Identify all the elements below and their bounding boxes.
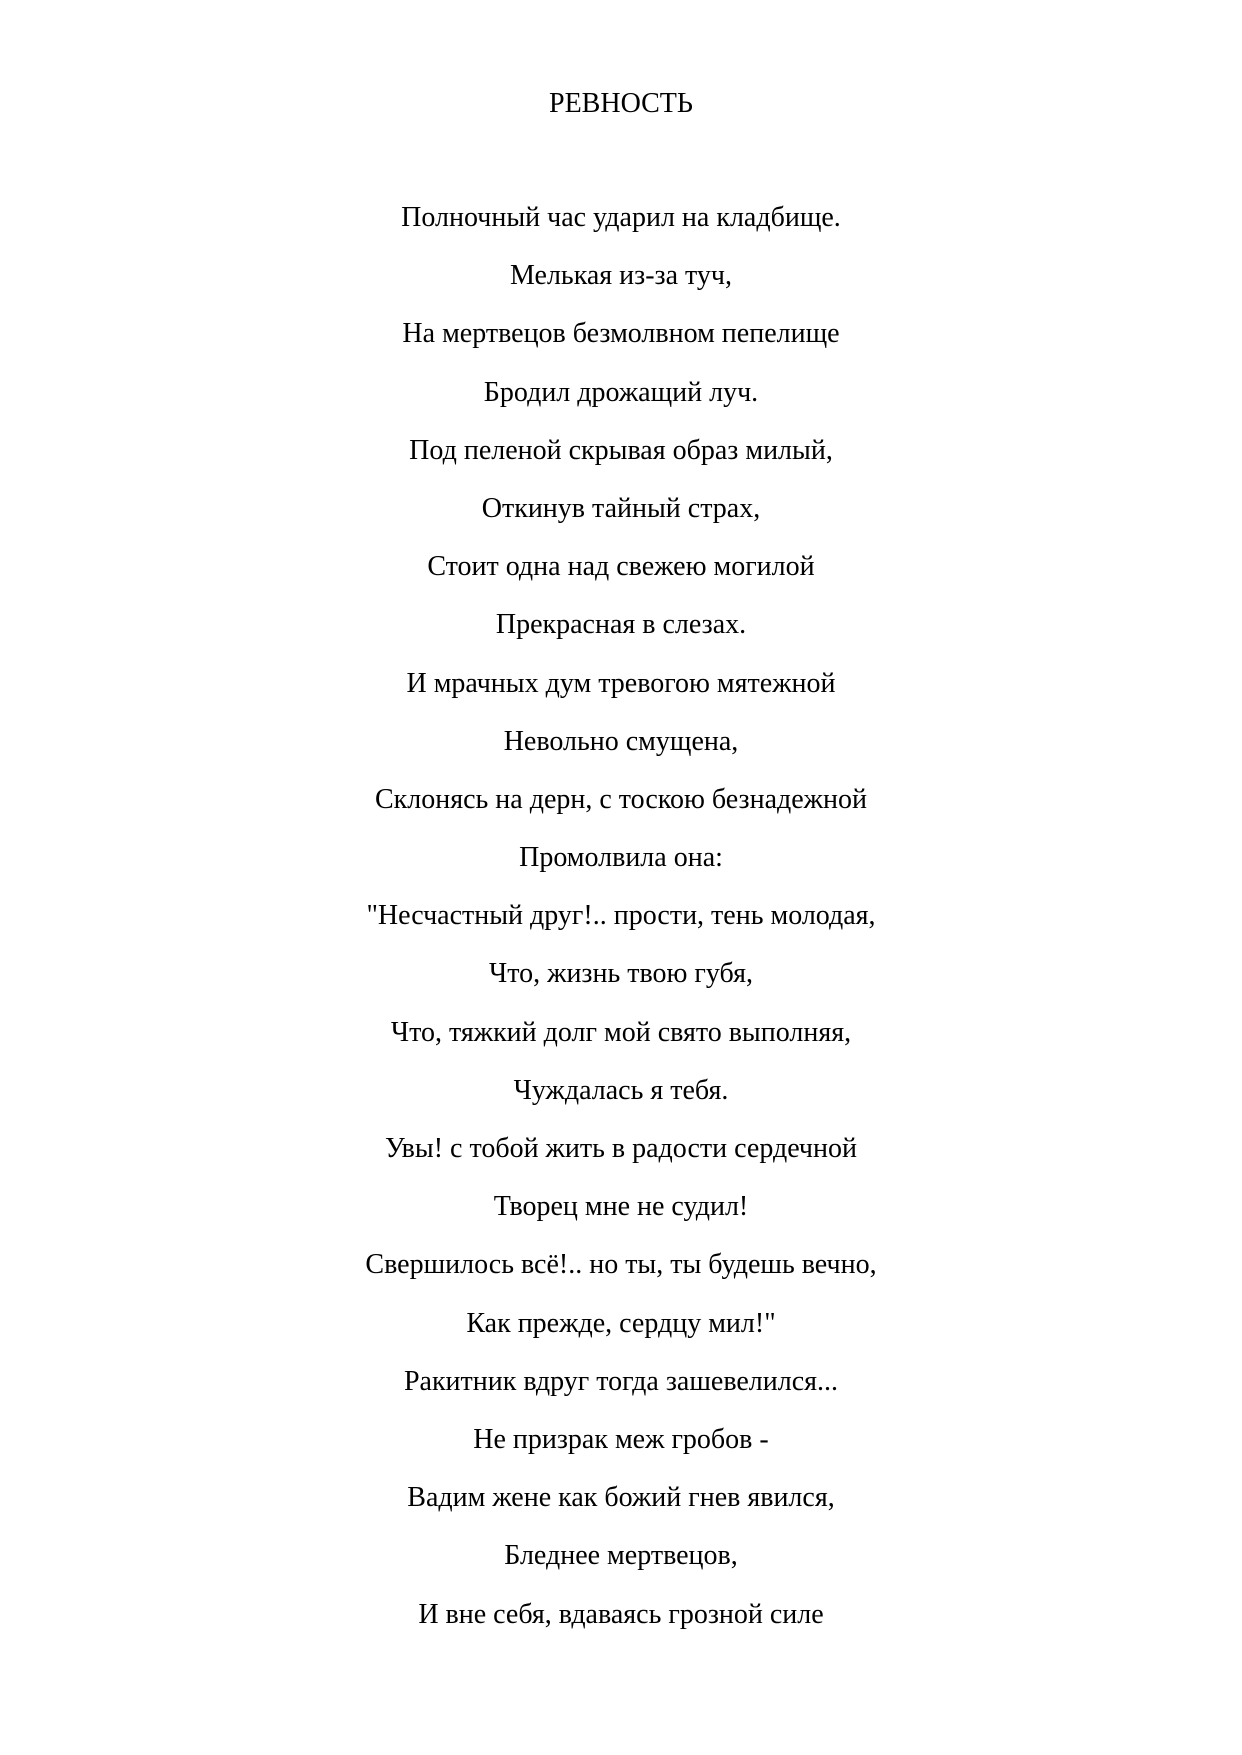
poem-line: Как прежде, сердцу мил!": [466, 1307, 776, 1339]
poem-line: На мертвецов безмолвном пепелище: [402, 318, 840, 350]
poem-line: Под пеленой скрывая образ милый,: [409, 434, 833, 466]
poem-line: Что, жизнь твою губя,: [489, 958, 753, 990]
poem-line: Творец мне не судил!: [493, 1191, 749, 1223]
poem-line: Промолвила она:: [519, 842, 723, 874]
poem-title: РЕВНОСТЬ: [549, 88, 693, 119]
poem-line: Откинув тайный страх,: [481, 492, 761, 524]
poem-line: Свершилось всё!.. но ты, ты будешь вечно,: [365, 1249, 877, 1281]
poem-line: Вадим жене как божий гнев явился,: [407, 1482, 835, 1514]
poem-line: Чуждалась я тебя.: [513, 1074, 729, 1106]
poem-line: Прекрасная в слезах.: [495, 609, 747, 641]
poem-line: Склонясь на дерн, с тоскою безнадежной: [374, 783, 867, 815]
poem-line: И вне себя, вдаваясь грозной силе: [418, 1598, 824, 1630]
poem-line: Не призрак меж гробов -: [473, 1423, 769, 1455]
poem-line: "Несчастный друг!.. прости, тень молодая,: [366, 900, 876, 932]
poem-line: И мрачных дум тревогою мятежной: [406, 667, 836, 699]
poem-line: Мелькая из-за туч,: [510, 260, 732, 292]
poem-body: [0, 198, 1242, 1653]
poem-line: Бледнее мертвецов,: [504, 1540, 738, 1572]
poem-line: Невольно смущена,: [503, 725, 739, 757]
poem-line: Ракитник вдруг тогда зашевелился...: [403, 1365, 839, 1397]
poem-line: Полночный час ударил на кладбище.: [401, 202, 841, 233]
poem-line: Стоит одна над свежею могилой: [427, 551, 815, 583]
poem-line: Что, тяжкий долг мой свято выполняя,: [390, 1016, 852, 1048]
poem-line: Бродил дрожащий луч.: [483, 376, 759, 408]
poem-line: Увы! с тобой жить в радости сердечной: [385, 1133, 857, 1164]
